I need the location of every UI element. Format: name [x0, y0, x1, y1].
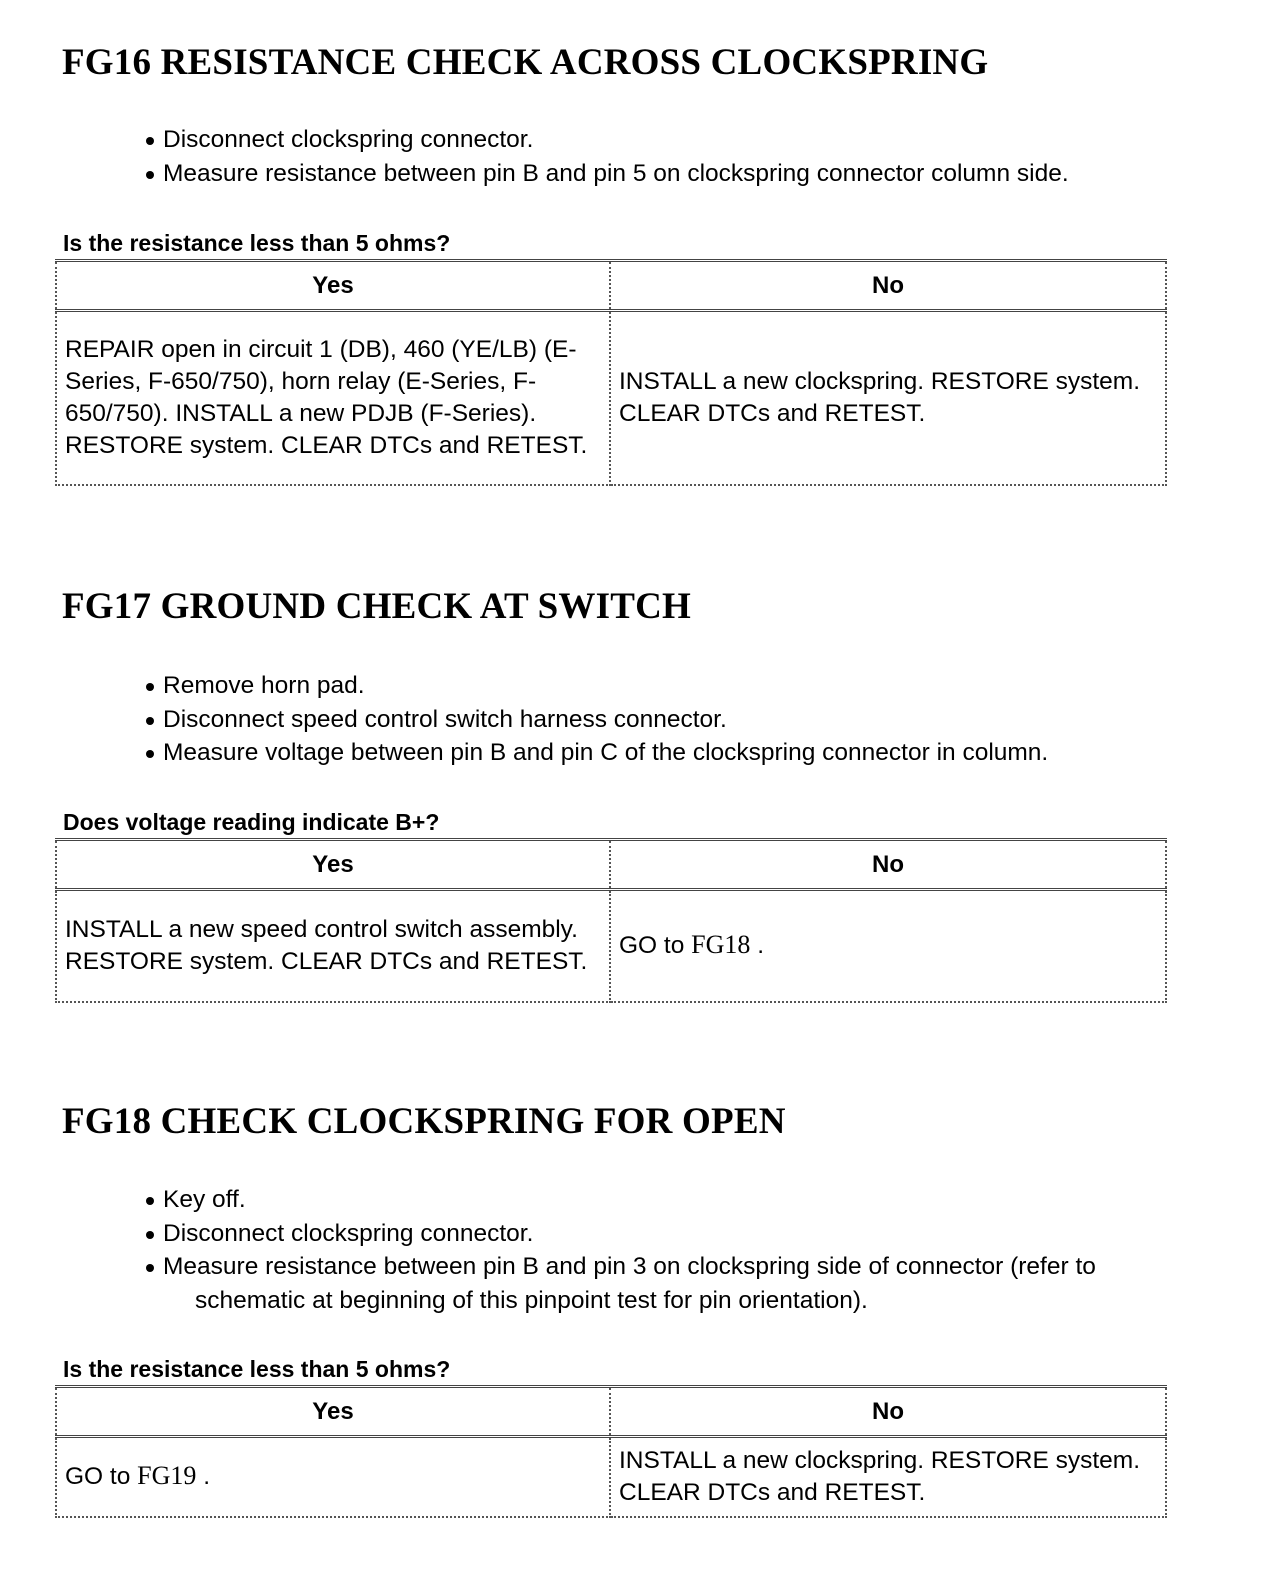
section-heading: FG16 RESISTANCE CHECK ACROSS CLOCKSPRING: [62, 42, 989, 83]
no-column-header: No: [610, 261, 1166, 311]
result-table: [55, 1385, 1167, 1518]
step-text-continued: schematic at beginning of this pinpoint test for pin orientation).: [195, 1286, 868, 1314]
step-item: Key off.: [145, 1183, 1096, 1217]
result-table: [55, 259, 1167, 486]
result-table: [55, 838, 1167, 1003]
step-list: [145, 1183, 1096, 1317]
question-label: Does voltage reading indicate B+?: [63, 809, 440, 835]
step-item: Disconnect clockspring connector.: [145, 1217, 1096, 1251]
yes-action-cell: [56, 1437, 610, 1517]
no-action-cell: INSTALL a new clockspring. RESTORE system. CLEAR DTCs and RETEST.: [610, 1437, 1166, 1517]
step-item: Measure resistance between pin B and pin 5 on clockspring connector column side.: [145, 157, 1069, 191]
action-suffix: .: [750, 932, 765, 960]
section-heading: FG17 GROUND CHECK AT SWITCH: [62, 586, 691, 627]
fg18-link[interactable]: FG18: [691, 930, 751, 960]
yes-column-header: Yes: [56, 261, 610, 311]
no-action-cell: INSTALL a new clockspring. RESTORE system. CLEAR DTCs and RETEST.: [610, 311, 1166, 485]
action-prefix: GO to: [619, 932, 692, 960]
action-prefix: GO to: [65, 1463, 138, 1491]
yes-column-header: Yes: [56, 840, 610, 890]
no-column-header: No: [610, 1387, 1166, 1437]
action-suffix: .: [196, 1463, 211, 1491]
no-column-header: No: [610, 840, 1166, 890]
yes-column-header: Yes: [56, 1387, 610, 1437]
step-list: [145, 669, 1048, 770]
step-item: Disconnect clockspring connector.: [145, 123, 1069, 157]
step-list: [145, 123, 1069, 190]
step-text: Measure resistance between pin B and pin 3 on clockspring side of connector (refer to: [163, 1253, 1096, 1280]
no-action-cell: [610, 890, 1166, 1002]
fg19-link[interactable]: FG19: [137, 1461, 197, 1491]
question-label: Is the resistance less than 5 ohms?: [63, 1356, 451, 1382]
question-label: Is the resistance less than 5 ohms?: [63, 230, 451, 256]
step-item: Measure voltage between pin B and pin C of the clockspring connector in column.: [145, 736, 1048, 770]
step-item: Disconnect speed control switch harness connector.: [145, 703, 1048, 737]
step-item: [145, 1250, 1096, 1317]
step-item: Remove horn pad.: [145, 669, 1048, 703]
yes-action-cell: INSTALL a new speed control switch assembly. RESTORE system. CLEAR DTCs and RETEST.: [56, 890, 610, 1002]
section-heading: FG18 CHECK CLOCKSPRING FOR OPEN: [62, 1101, 786, 1142]
yes-action-cell: REPAIR open in circuit 1 (DB), 460 (YE/LB) (E-Series, F-650/750), horn relay (E-Series, F-650/750). INSTALL a new PDJB (F-Series). RESTORE system. CLEAR DTCs and RETEST.: [56, 311, 610, 485]
